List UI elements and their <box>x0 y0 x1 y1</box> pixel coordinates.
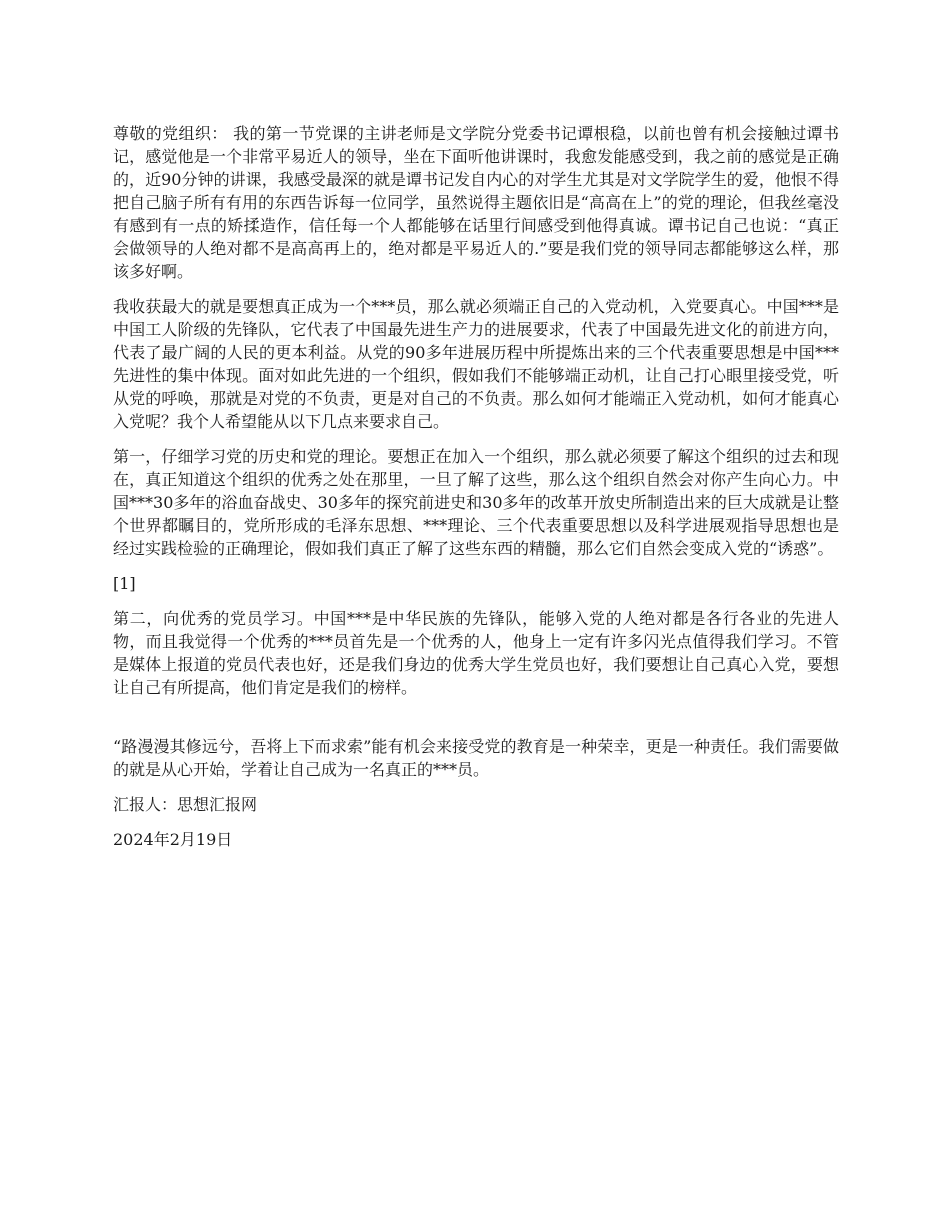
paragraph-closing: “路漫漫其修远兮，吾将上下而求索”能有机会来接受党的教育是一种荣幸，更是一种责任。我们需要做的就是从心开始，学着让自己成为一名真正的***员。 <box>113 737 839 779</box>
paragraph-motivation: 我收获最大的就是要想真正成为一个***员，那么就必须端正自己的入党动机，入党要真心。中国***是中国工人阶级的先锋队，它代表了中国最先进生产力的进展要求，代表了中国最先进文化的前进方向，代表了最广阔的人民的更本利益。从党的90多年进展历程中所提炼出来的三个代表重要思想是中国***先进性的集中体现。面对如此先进的一个组织，假如我们不能够端正动机，让自己打心眼里接受党，听从党的呼唤，那就是对党的不负责，更是对自己的不负责。那么如何才能端正入党动机，如何才能真心入党呢？我个人希望能从以下几点来要求自己。 <box>113 297 839 431</box>
paragraph-point-two: 第二，向优秀的党员学习。中国***是中华民族的先锋队，能够入党的人绝对都是各行各业的先进人物，而且我觉得一个优秀的***员首先是一个优秀的人，他身上一定有许多闪光点值得我们学习。不管是媒体上报道的党员代表也好，还是我们身边的优秀大学生党员也好，我们要想让自己真心入党，要想让自己有所提高，他们肯定是我们的榜样。 <box>113 609 839 697</box>
document-body <box>113 122 839 863</box>
paragraph-opening: 尊敬的党组织： 我的第一节党课的主讲老师是文学院分党委书记谭根稳，以前也曾有机会接触过谭书记，感觉他是一个非常平易近人的领导，坐在下面听他讲课时，我愈发能感受到，我之前的感觉是正确的，近90分钟的讲课，我感受最深的就是谭书记发自内心的对学生尤其是对文学院学生的爱，他恨不得把自己脑子所有有用的东西告诉每一位同学，虽然说得主题依旧是“高高在上”的党的理论，但我丝毫没有感到有一点的矫揉造作，信任每一个人都能够在话里行间感受到他得真诚。谭书记自己也说：“真正会做领导的人绝对都不是高高再上的，绝对都是平易近人的.”要是我们党的领导同志都能够这么样，那该多好啊。 <box>113 124 839 281</box>
footnote-marker: [1] <box>113 574 136 593</box>
paragraph-point-one: 第一，仔细学习党的历史和党的理论。要想正在加入一个组织，那么就必须要了解这个组织的过去和现在，真正知道这个组织的优秀之处在那里，一旦了解了这些，那么这个组织自然会对你产生向心力。中国***30多年的浴血奋战史、30多年的探究前进史和30多年的改革开放史所制造出来的巨大成就是让整个世界都瞩目的，党所形成的毛泽东思想、***理论、三个代表重要思想以及科学进展观指导思想也是经过实践检验的正确理论，假如我们真正了解了这些东西的精髓，那么它们自然会变成入党的“诱惑”。 <box>113 447 839 558</box>
reporter-signature: 汇报人：思想汇报网 <box>113 795 258 814</box>
report-date: 2024年2月19日 <box>113 830 233 849</box>
